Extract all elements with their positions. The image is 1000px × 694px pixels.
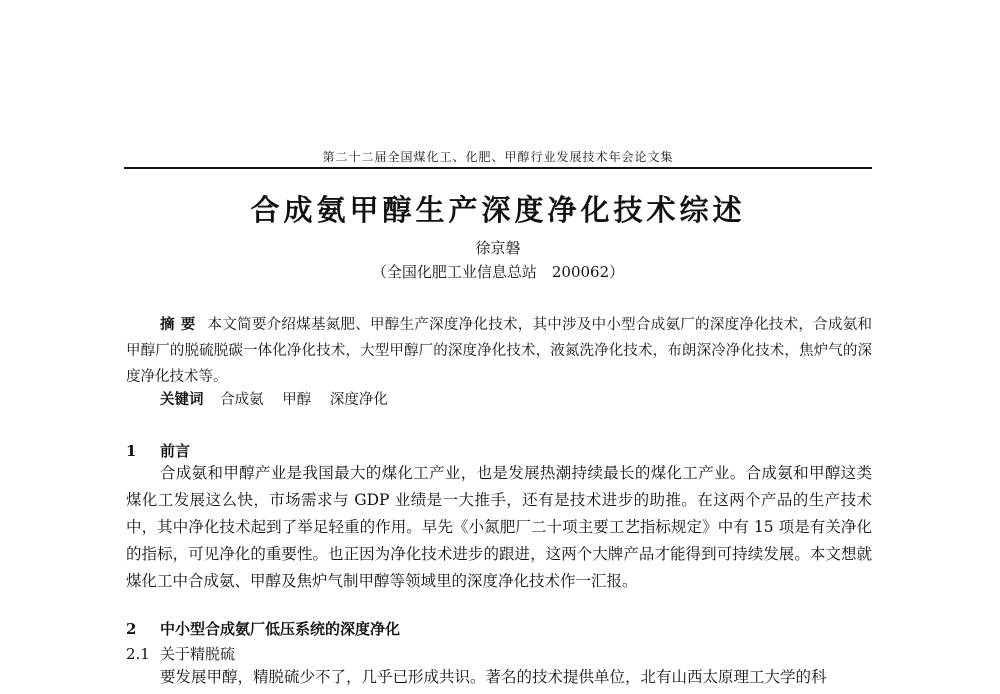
subsection-number: 2.1 xyxy=(126,645,150,663)
section-heading-2 xyxy=(126,618,400,639)
section-heading-1 xyxy=(126,440,190,461)
author-affiliation: （全国化肥工业信息总站 200062） xyxy=(371,263,625,281)
keywords-label: 关键词 xyxy=(160,392,204,408)
abstract xyxy=(126,312,872,390)
section-title: 中小型合成氨厂低压系统的深度净化 xyxy=(160,620,401,638)
abstract-label: 摘要 xyxy=(160,317,202,333)
subsection-2-1-paragraph: 要发展甲醇，精脱硫少不了，几乎已形成共识。著名的技术提供单位，北有山西太原理工大学的科 xyxy=(160,668,827,686)
section-title: 前言 xyxy=(160,442,191,460)
paper-title: 合成氨甲醇生产深度净化技术综述 xyxy=(250,193,746,227)
section-1-paragraph: 合成氨和甲醇产业是我国最大的煤化工产业，也是发展热潮持续最长的煤化工产业。合成氨和甲醇这类煤化工发展这么快，市场需求与 GDP 业绩是一大推手，还有是技术进步的助推。在这两个产品的生产技术中，其中净化技术起到了举足轻重的作用。早先《小氮肥厂二十项主要工艺指标规定》中有 15 项是有关净化的指标，可见净化的重要性。也正因为净化技术进步的跟进，这两个大牌产品才能得到可持续发展。本文想就煤化工中合成氨、甲醇及焦炉气制甲醇等领域里的深度净化技术作一汇报。 xyxy=(126,464,872,590)
keyword: 深度净化 xyxy=(329,392,388,408)
running-header: 第二十二届全国煤化工、化肥、甲醇行业发展技术年会论文集 xyxy=(322,150,674,164)
section-number: 1 xyxy=(126,442,137,460)
subsection-title: 关于精脱硫 xyxy=(160,645,236,663)
keywords xyxy=(160,387,860,413)
header-rule xyxy=(124,167,872,169)
keyword: 甲醇 xyxy=(282,392,312,408)
author-name: 徐京磐 xyxy=(475,239,521,257)
subsection-heading-2-1 xyxy=(126,643,235,664)
section-number: 2 xyxy=(126,620,137,638)
abstract-text: 本文简要介绍煤基氮肥、甲醇生产深度净化技术，其中涉及中小型合成氨厂的深度净化技术，合成氨和甲醇厂的脱硫脱碳一体化净化技术，大型甲醇厂的深度净化技术，液氮洗净化技术，布朗深冷净化技术，焦炉气的深度净化技术等。 xyxy=(126,317,872,385)
keyword: 合成氨 xyxy=(220,392,264,408)
